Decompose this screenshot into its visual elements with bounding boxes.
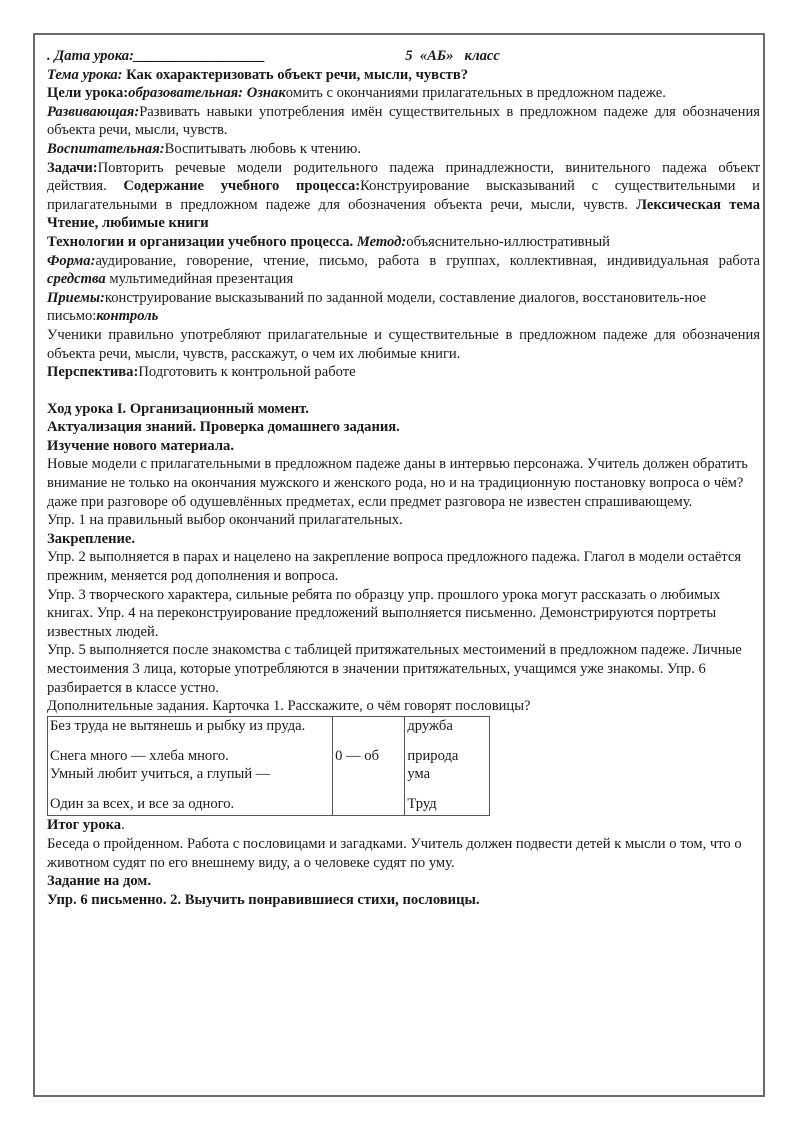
methods-label: Приемы: (47, 289, 105, 306)
form-text: аудирование, говорение, чтение, письмо, работа в группах, коллективная, индивидуальная работа (95, 252, 760, 269)
table-row (48, 716, 490, 747)
new-material-heading: Изучение нового материала. (47, 437, 234, 454)
proverbs-table (47, 716, 490, 817)
proverb-cell: Один за всех, и все за одного. (48, 795, 333, 816)
goals-dev-text: Развивать навыки употребления имён существительных в предложном падеже для обозначения объекта речи, мысли, чувств. (47, 103, 760, 139)
date-label: . Дата урока:__________________ (47, 48, 266, 64)
goals-dev-label: Развивающая: (47, 103, 140, 120)
lesson-plan (47, 47, 760, 909)
goals-upbr-label: Воспитательная: (47, 140, 165, 157)
topic-cell: природа (405, 747, 490, 766)
content-label: Содержание учебного процесса: (123, 178, 361, 195)
topic-cell: Труд (405, 795, 490, 816)
goals-edu-text: омить с окончаниями прилагательных в предложном падеже. (285, 85, 666, 102)
course-paragraph-6: Дополнительные задания. Карточка 1. Расскажите, о чём говорят пословицы? (47, 698, 531, 715)
goals-edu-bold: Ознак (246, 85, 286, 102)
model-cell (333, 716, 405, 747)
tech-label: Технологии и организации учебного процесса. (47, 233, 354, 250)
topic-label: Тема урока: (47, 66, 123, 83)
course-paragraph-3: Упр. 2 выполняется в парах и нацелено на закрепление вопроса предложного падежа. Глагол в модели остаётся прежним, меняется род дополнения и вопроса. (47, 549, 742, 585)
consolidation-heading: Закрепление. (47, 530, 136, 547)
summary-paragraph: Беседа о пройденном. Работа с пословицами и загадками. Учитель должен подвести детей к мысли о том, что о животном судят по его внешнему виду, а о человеке судят по уму. (47, 835, 742, 871)
proverb-cell: Снега много — хлеба много. (48, 747, 333, 766)
model-cell: 0 — об (335, 747, 379, 764)
topic-cell: ума (405, 765, 490, 795)
control-label: контроль (96, 308, 159, 325)
class-group: «АБ» (419, 48, 454, 64)
means-text: мультимедийная презентация (109, 271, 294, 288)
goals-line (47, 84, 760, 103)
method-text: объяснительно-иллюстративный (406, 233, 610, 250)
tasks-label: Задачи: (47, 159, 98, 176)
form-paragraph (47, 252, 760, 289)
topic-cell: дружба (405, 716, 490, 747)
header-line (47, 47, 760, 66)
table-row (48, 795, 490, 816)
tasks-text: Повторить речевые модели родительного падежа принадлежности, винительного падежа объект действия. (47, 159, 760, 195)
lexical-theme: Лексическая тема Чтение, любимые книги (47, 196, 761, 232)
perspective-text: Подготовить к контрольной работе (138, 364, 356, 381)
course-paragraph-2: Упр. 1 на правильный выбор окончаний прилагательных. (47, 512, 403, 529)
table-row (48, 747, 490, 766)
course-paragraph-4: Упр. 3 творческого характера, сильные ребята по образцу упр. прошлого урока могут рассказать о любимых книгах. Упр. 4 на переконструирование предложений выполняется письменно. Демонстрируются портреты известных людей. (47, 586, 721, 640)
goals-label: Цели урока: (47, 85, 129, 102)
tech-line (47, 233, 760, 252)
homework-heading: Задание на дом. (47, 873, 151, 890)
class-number: 5 (405, 48, 413, 64)
means-label: средства (47, 271, 106, 288)
actualization-heading: Актуализация знаний. Проверка домашнего задания. (47, 419, 400, 436)
method-label: Метод: (356, 233, 407, 250)
methods-paragraph (47, 289, 760, 326)
course-paragraph-1: Новые модели с прилагательными в предложном падеже даны в интервью персонажа. Учитель должен обратить внимание не только на окончания мужского и женского рода, но и на традиционную постановку вопроса о чём? даже при разговоре об одушевлённых предметах, если предмет разговора не известен спрашивающему. (47, 456, 748, 510)
methods-text: конструирование высказываний по заданной модели, составление диалогов, восстановитель-ное письмо: (47, 289, 707, 325)
summary-label: Итог урока (47, 817, 122, 834)
goals-dev-line (47, 103, 760, 140)
summary-heading (47, 816, 760, 835)
course-heading: Ход урока I. Организационный момент. (47, 400, 309, 417)
content-text: Конструирование высказываний с существительными и прилагательными в предложном падеже для обозначения объекта речи, мысли, чувств. (47, 178, 760, 213)
perspective-label: Перспектива: (47, 364, 139, 381)
summary-dot: . (121, 817, 125, 834)
table-row (48, 765, 490, 795)
goals-upbr-text: Воспитывать любовь к чтению. (164, 140, 361, 157)
perspective-line (47, 363, 760, 382)
model-cell (333, 765, 405, 795)
form-label: Форма: (47, 252, 96, 269)
model-cell (333, 795, 405, 816)
topic-text: Как охарактеризовать объект речи, мысли, чувств? (126, 66, 469, 83)
proverb-cell: Умный любит учиться, а глупый — (48, 765, 333, 795)
course-paragraph-5: Упр. 5 выполняется после знакомства с таблицей притяжательных местоимений в предложном падеже. Личные местоимения 3 лица, которые употребляются в значении притяжательных, учащимся уже знакомы. Упр. 6 разбирается в классе устно. (47, 642, 742, 696)
result-paragraph: Ученики правильно употребляют прилагательные и существительные в предложном падеже для обозначения объекта речи, мысли, чувств, расскажут, о чем их любимые книги. (47, 326, 760, 362)
proverb-cell: Без труда не вытянешь и рыбку из пруда. (48, 716, 333, 747)
goals-edu-label: образовательная: (128, 85, 244, 102)
topic-line (47, 66, 760, 85)
goals-upbr-line (47, 140, 760, 159)
class-word: класс (464, 48, 500, 64)
homework-text: Упр. 6 письменно. 2. Выучить понравившиеся стихи, пословицы. (47, 891, 480, 908)
tasks-paragraph (47, 159, 760, 233)
